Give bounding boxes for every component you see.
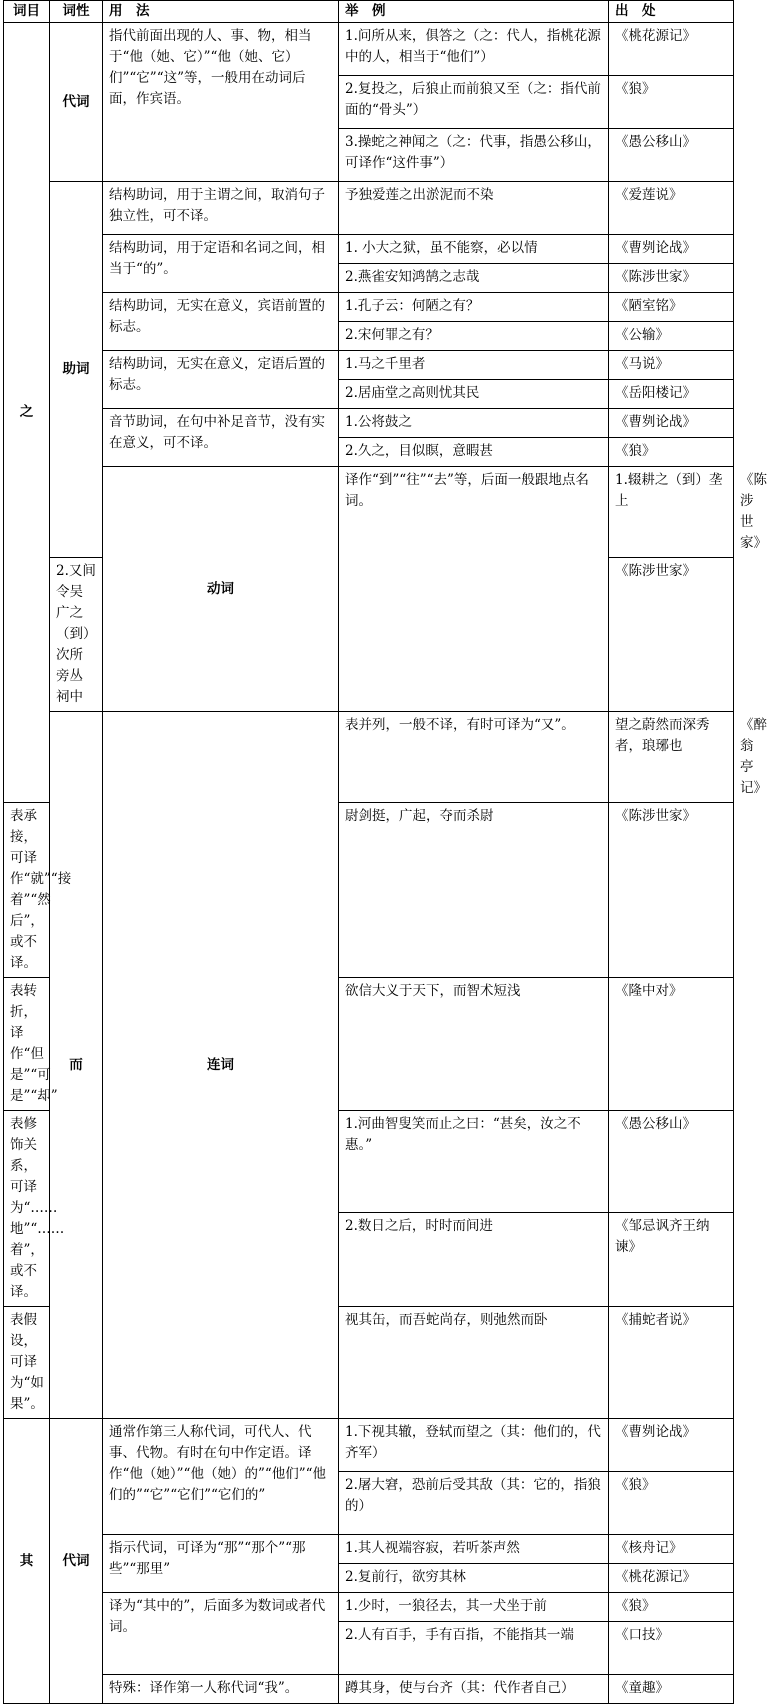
source-cell: 《公输》 xyxy=(609,322,734,351)
table-body xyxy=(4,23,767,1704)
example-cell: 2.居庙堂之高则忧其民 xyxy=(339,380,609,409)
usage-cell: 特殊：译作第一人称代词“我”。 xyxy=(103,1675,339,1704)
example-cell: 1.少时，一狼径去，其一犬坐于前 xyxy=(339,1593,609,1622)
source-cell: 《隆中对》 xyxy=(609,978,734,1111)
source-cell: 《曹刿论战》 xyxy=(609,235,734,264)
header-row xyxy=(4,1,734,23)
source-cell: 《马说》 xyxy=(609,351,734,380)
source-cell: 《口技》 xyxy=(609,1622,734,1675)
example-cell: 1.辍耕之（到）垄上 xyxy=(609,467,734,558)
source-cell: 《狼》 xyxy=(609,76,734,129)
table-row xyxy=(4,182,734,235)
pos-cell: 连词 xyxy=(103,712,339,1419)
source-cell: 《核舟记》 xyxy=(609,1535,734,1564)
example-cell: 尉剑挺，广起，夺而杀尉 xyxy=(339,803,609,978)
source-cell: 《陈涉世家》 xyxy=(609,558,734,712)
example-cell: 1.公将鼓之 xyxy=(339,409,609,438)
usage-cell: 表假设，可译为“如果”。 xyxy=(4,1307,50,1419)
usage-cell: 结构助词，无实在意义，宾语前置的标志。 xyxy=(103,293,339,351)
table-row xyxy=(4,409,734,438)
source-cell: 《陋室铭》 xyxy=(609,293,734,322)
usage-cell: 译作“到”“往”“去”等，后面一般跟地点名词。 xyxy=(339,467,609,712)
example-cell: 2.复投之，后狼止而前狼又至（之：指代前面的“骨头”） xyxy=(339,76,609,129)
table-row xyxy=(4,23,734,76)
table-row xyxy=(4,1675,734,1704)
usage-table xyxy=(3,0,767,1704)
table-row xyxy=(4,351,734,380)
source-cell: 《桃花源记》 xyxy=(609,1564,734,1593)
example-cell: 1. 小大之狱，虽不能察，必以情 xyxy=(339,235,609,264)
example-cell: 1.其人视端容寂，若听茶声然 xyxy=(339,1535,609,1564)
example-cell: 1.河曲智叟笑而止之曰：“甚矣，汝之不惠。” xyxy=(339,1111,609,1213)
example-cell: 蹲其身，使与台齐（其：代作者自己） xyxy=(339,1675,609,1704)
example-cell: 2.屠大窘，恐前后受其敌（其：它的，指狼的） xyxy=(339,1472,609,1535)
source-cell: 《狼》 xyxy=(609,438,734,467)
word-cell: 之 xyxy=(4,23,50,803)
example-cell: 予独爱莲之出淤泥而不染 xyxy=(339,182,609,235)
example-cell: 2.久之，目似瞑，意暇甚 xyxy=(339,438,609,467)
example-cell: 2.数日之后，时时而间进 xyxy=(339,1212,609,1306)
example-cell: 2.燕雀安知鸿鹄之志哉 xyxy=(339,264,609,293)
source-cell: 《陈涉世家》 xyxy=(609,803,734,978)
header-example: 举 例 xyxy=(339,1,609,23)
usage-cell: 表承接，可译作“就”“接着”“然后”，或不译。 xyxy=(4,803,50,978)
usage-cell: 结构助词，用于定语和名词之间，相当于“的”。 xyxy=(103,235,339,293)
example-cell: 2.复前行，欲穷其林 xyxy=(339,1564,609,1593)
table-row xyxy=(4,1593,734,1622)
header-source: 出 处 xyxy=(609,1,734,23)
pos-cell: 助词 xyxy=(50,182,103,558)
source-cell: 《捕蛇者说》 xyxy=(609,1307,734,1419)
source-cell: 《陈涉世家》 xyxy=(609,264,734,293)
source-cell: 《愚公移山》 xyxy=(609,129,734,182)
usage-cell: 指示代词，可译为“那”“那个”“那些”“那里” xyxy=(103,1535,339,1593)
usage-cell: 表并列，一般不译，有时可译为“又”。 xyxy=(339,712,609,803)
source-cell: 《狼》 xyxy=(609,1472,734,1535)
example-cell: 欲信大义于天下，而智术短浅 xyxy=(339,978,609,1111)
pos-cell: 动词 xyxy=(103,467,339,712)
table-row: 动词 译作“到”“往”“去”等，后面一般跟地点名词。 1.辍耕之（到）垄上 《陈涉世家》 xyxy=(4,467,734,558)
usage-cell: 表转折，译作“但是”“可是”“却” xyxy=(4,978,50,1111)
usage-cell: 表修饰关系，可译为“……地”“……着”，或不译。 xyxy=(4,1111,50,1307)
table-row xyxy=(4,293,734,322)
source-cell: 《愚公移山》 xyxy=(609,1111,734,1213)
header-usage: 用 法 xyxy=(103,1,339,23)
table-row: 而 连词 表并列，一般不译，有时可译为“又”。 望之蔚然而深秀者，琅琊也 《醉翁亭记》 xyxy=(4,712,734,803)
header-word: 词目 xyxy=(4,1,50,23)
table-row xyxy=(4,1419,734,1472)
usage-cell: 译为“其中的”，后面多为数词或者代词。 xyxy=(103,1593,339,1675)
usage-cell: 音节助词，在句中补足音节，没有实在意义，可不译。 xyxy=(103,409,339,467)
example-cell: 视其缶，而吾蛇尚存，则弛然而卧 xyxy=(339,1307,609,1419)
pos-cell: 代词 xyxy=(50,23,103,182)
pos-cell: 代词 xyxy=(50,1419,103,1704)
example-cell: 望之蔚然而深秀者，琅琊也 xyxy=(609,712,734,803)
table-row xyxy=(4,1535,734,1564)
source-cell: 《曹刿论战》 xyxy=(609,1419,734,1472)
usage-cell: 结构助词，无实在意义，定语后置的标志。 xyxy=(103,351,339,409)
source-cell: 《狼》 xyxy=(609,1593,734,1622)
usage-cell: 通常作第三人称代词，可代人、代事、代物。有时在句中作定语。译作“他（她）”“他（她）的”“他们”“他们的”“它”“它们”“它们的” xyxy=(103,1419,339,1535)
source-cell: 《邹忌讽齐王纳谏》 xyxy=(609,1212,734,1306)
word-cell: 其 xyxy=(4,1419,50,1704)
example-cell: 2.宋何罪之有？ xyxy=(339,322,609,351)
example-cell: 3.操蛇之神闻之（之：代事，指愚公移山，可译作“这件事”） xyxy=(339,129,609,182)
example-cell: 1.问所从来，俱答之（之：代人，指桃花源中的人，相当于“他们”） xyxy=(339,23,609,76)
example-cell: 1.马之千里者 xyxy=(339,351,609,380)
table-row xyxy=(4,235,734,264)
word-cell: 而 xyxy=(50,712,103,1419)
example-cell: 2.人有百手，手有百指，不能指其一端 xyxy=(339,1622,609,1675)
source-cell: 《岳阳楼记》 xyxy=(609,380,734,409)
source-cell: 《曹刿论战》 xyxy=(609,409,734,438)
example-cell: 2.又间令吴广之（到）次所旁丛祠中 xyxy=(50,558,103,712)
example-cell: 1.孔子云：何陋之有？ xyxy=(339,293,609,322)
usage-cell: 指代前面出现的人、事、物，相当于“他（她、它）”“他（她、它）们”“它”“这”等，一般用在动词后面，作宾语。 xyxy=(103,23,339,182)
usage-cell: 结构助词，用于主谓之间，取消句子独立性，可不译。 xyxy=(103,182,339,235)
header-pos: 词性 xyxy=(50,1,103,23)
source-cell: 《童趣》 xyxy=(609,1675,734,1704)
source-cell: 《桃花源记》 xyxy=(609,23,734,76)
source-cell: 《爱莲说》 xyxy=(609,182,734,235)
example-cell: 1.下视其辙，登轼而望之（其：他们的，代齐军） xyxy=(339,1419,609,1472)
